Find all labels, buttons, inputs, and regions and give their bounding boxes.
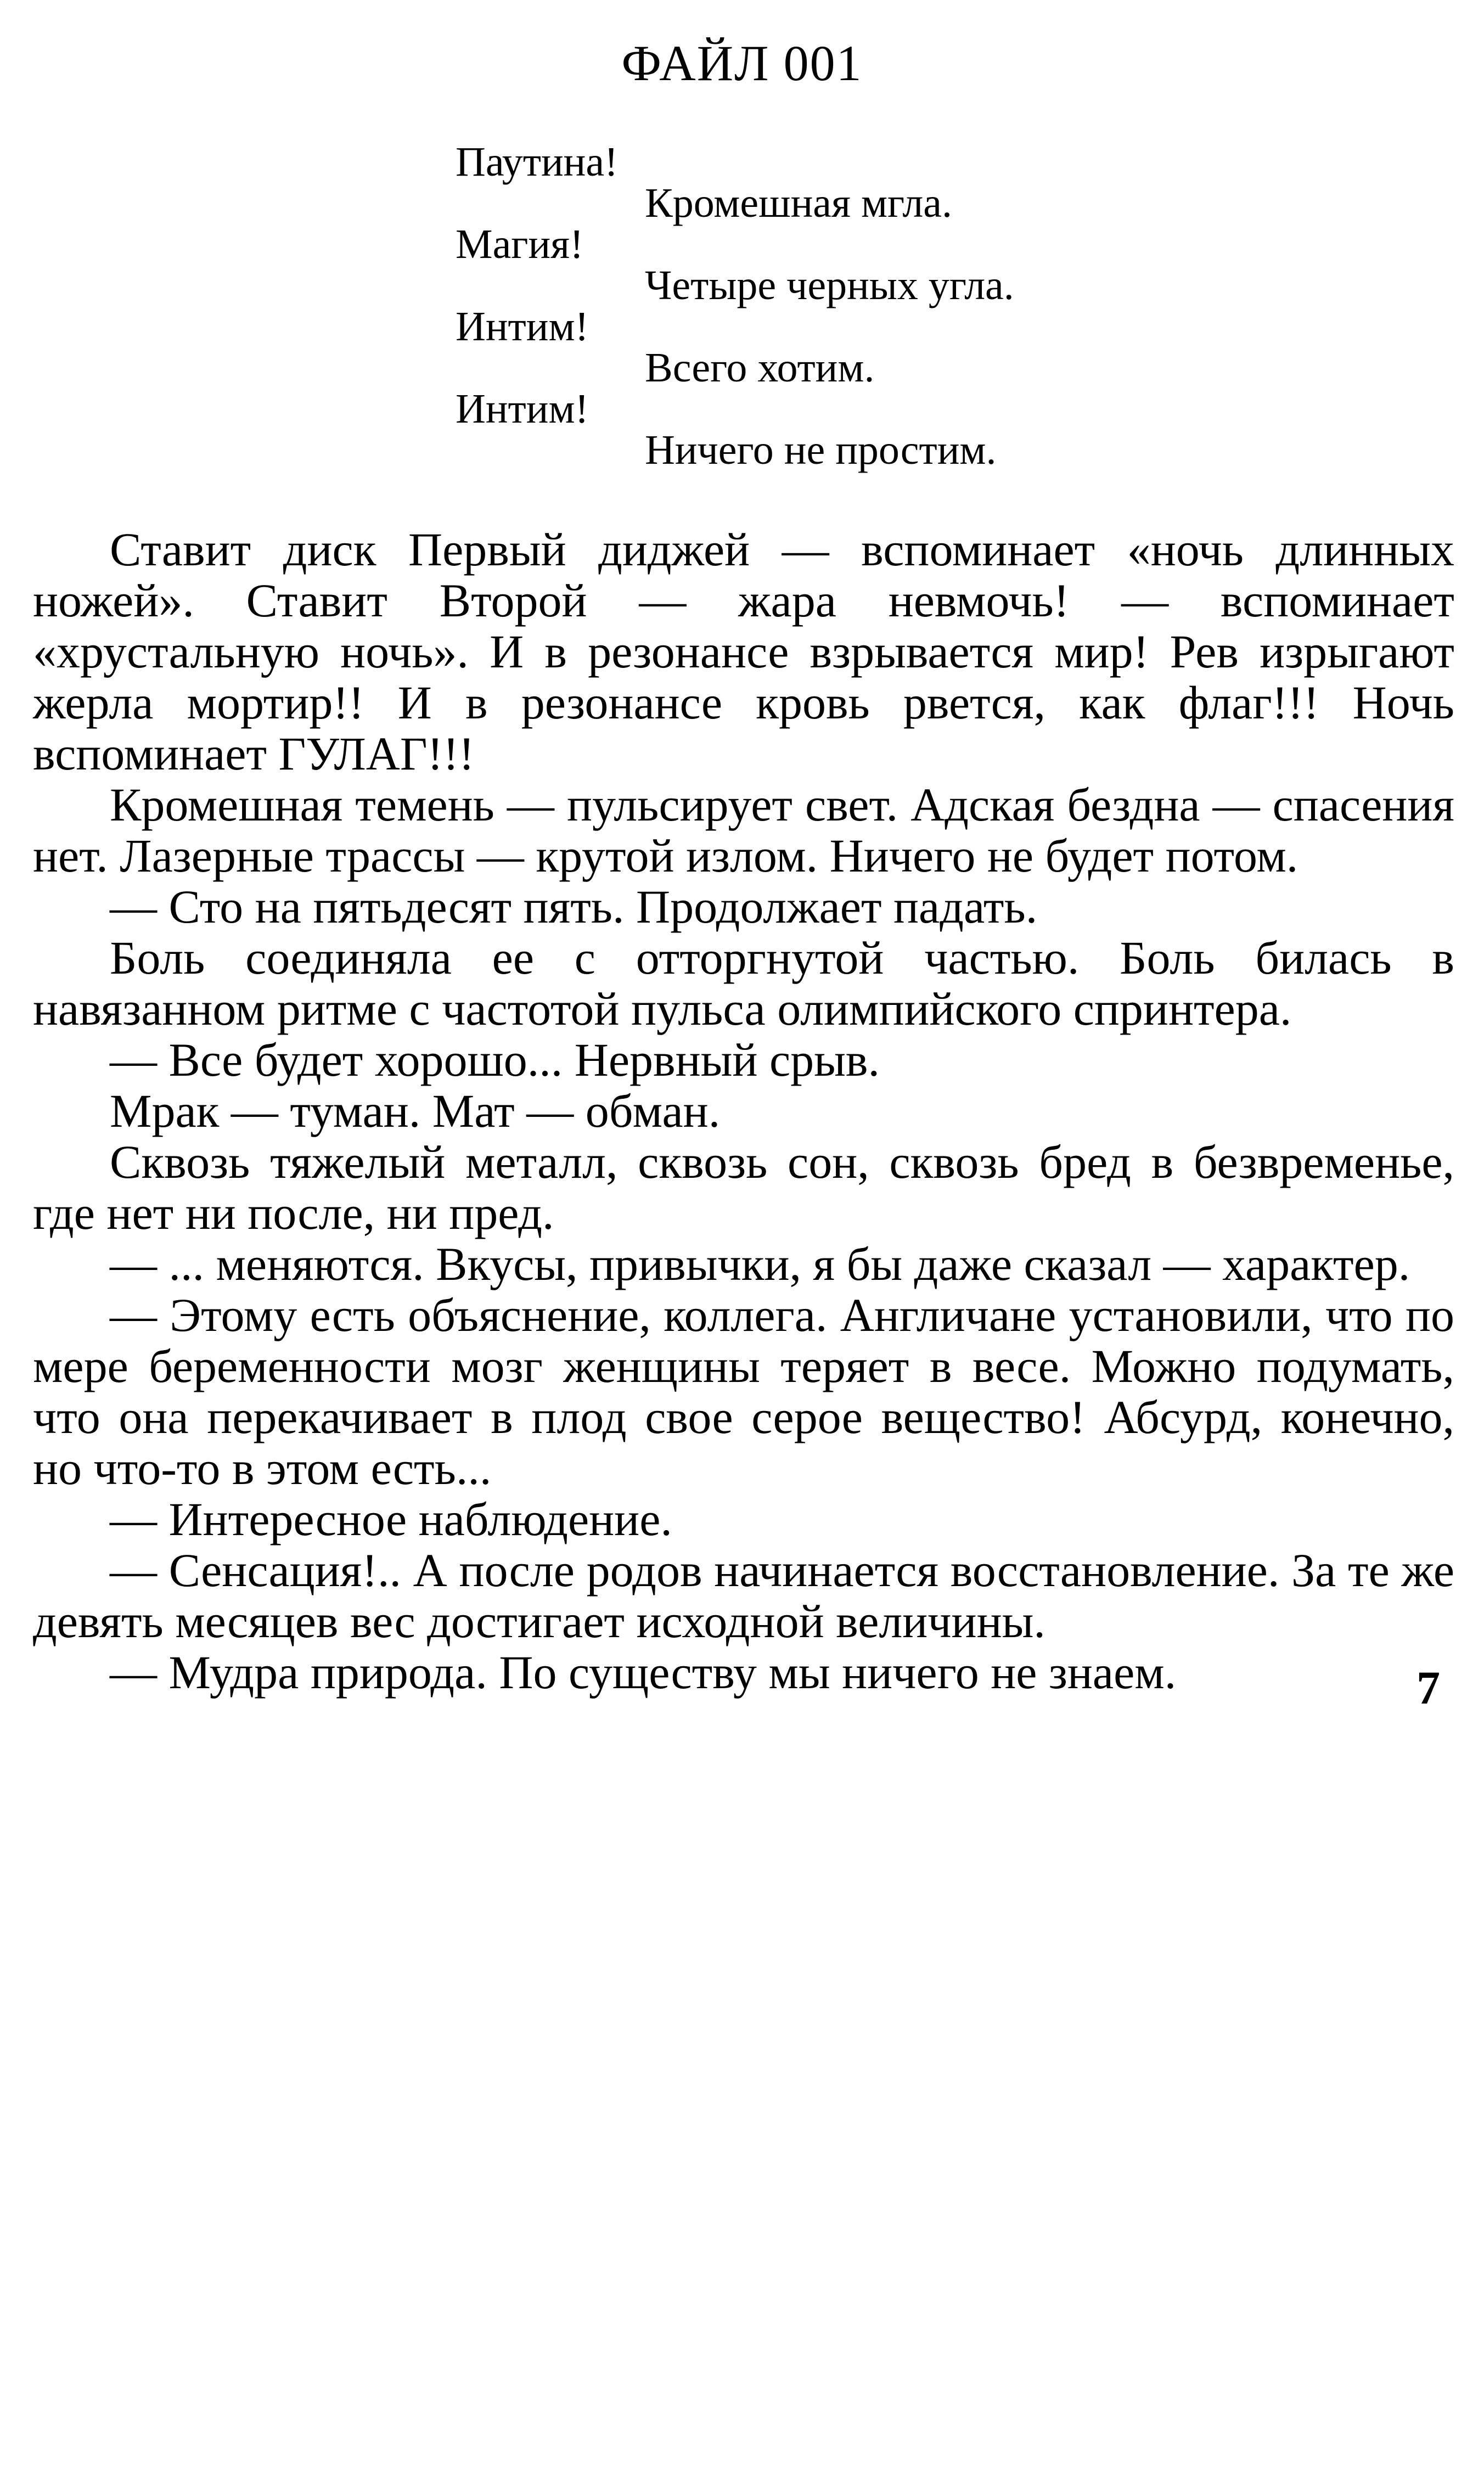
paragraph: Ставит диск Первый диджей — вспоминает «ночь длинных ножей». Ставит Второй — жара невмочь! — вспоминает «хрустальную ночь». И в резонансе взрывается мир! Рев изрыгают жерла мортир!! И в резонансе кровь рвется, как флаг!!! Ночь вспоминает ГУЛАГ!!! (33, 523, 1454, 780)
poem-line: Ничего не простим. (645, 427, 997, 473)
prose-body (33, 524, 1454, 1698)
page-number: 7 (1416, 1661, 1440, 1714)
poem-line: Паутина! (456, 139, 619, 185)
paragraph: Кромешная темень — пульсирует свет. Адская бездна — спасения нет. Лазерные трассы — крутой излом. Ничего не будет потом. (33, 778, 1454, 882)
poem-line: Магия! (456, 221, 584, 267)
poem-line: Интим! (456, 386, 589, 432)
paragraph: — Все будет хорошо... Нервный срыв. (110, 1033, 880, 1086)
chapter-title: ФАЙЛ 001 (621, 35, 863, 91)
paragraph: Мрак — туман. Мат — обман. (110, 1084, 721, 1137)
poem-line: Кромешная мгла. (645, 180, 953, 226)
poem-line: Интим! (456, 304, 589, 350)
poem-line: Четыре черных угла. (645, 262, 1014, 308)
paragraph: — Сто на пятьдесят пять. Продолжает падать. (110, 880, 1038, 933)
poem (0, 0, 1484, 494)
paragraph: — Этому есть объяснение, коллега. Англичане установили, что по мере беременности мозг женщины теряет в весе. Можно подумать, что она перекачивает в плод свое серое вещество! Абсурд, конечно, но что-то в этом есть... (33, 1289, 1454, 1494)
paragraph: — Мудра природа. По существу мы ничего не знаем. (110, 1646, 1177, 1699)
poem-line: Всего хотим. (645, 345, 875, 391)
paragraph: Сквозь тяжелый металл, сквозь сон, сквозь бред в безвременье, где нет ни после, ни пред. (33, 1136, 1454, 1239)
paragraph: — Интересное наблюдение. (110, 1493, 672, 1546)
paragraph: Боль соединяла ее с отторгнутой частью. Боль билась в навязанном ритме с частотой пульса олимпийского спринтера. (33, 931, 1454, 1035)
paragraph: — Сенсация!.. А после родов начинается восстановление. За те же девять месяцев вес достигает исходной величины. (33, 1544, 1454, 1648)
paragraph: — ... меняются. Вкусы, привычки, я бы даже сказал — характер. (110, 1238, 1410, 1290)
